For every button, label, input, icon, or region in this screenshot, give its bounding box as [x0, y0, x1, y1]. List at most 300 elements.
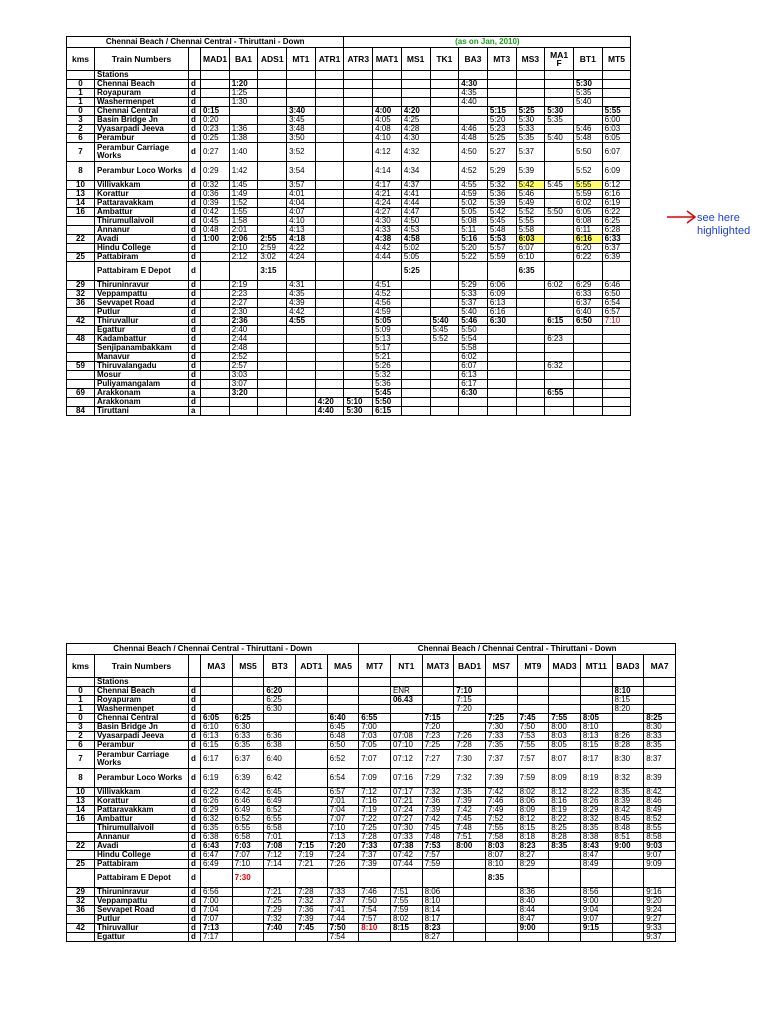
time-cell: 2:55 — [258, 235, 287, 244]
time-cell: 6:40 — [573, 308, 602, 317]
train-number-header: MAD1 — [201, 48, 230, 71]
table-row — [67, 190, 660, 199]
time-cell: 5:52 — [573, 162, 602, 181]
time-cell — [487, 89, 516, 98]
time-cell — [549, 897, 581, 906]
time-cell: 7:45 — [517, 714, 549, 723]
time-cell — [430, 199, 459, 208]
time-cell: 7:54 — [359, 906, 391, 915]
time-cell — [295, 732, 327, 741]
time-cell: 6:13 — [201, 732, 233, 741]
time-cell: 7:28 — [295, 888, 327, 897]
train-number-header: BA1 — [229, 48, 258, 71]
time-cell — [258, 407, 287, 416]
train-number-header: MT1 — [287, 48, 316, 71]
time-cell — [430, 80, 459, 89]
table-row — [67, 687, 676, 696]
time-cell: 6:56 — [201, 888, 233, 897]
time-cell: 5:35 — [545, 116, 574, 125]
time-cell: 9:09 — [644, 860, 676, 869]
time-cell — [344, 80, 373, 89]
time-cell: 6:55 — [232, 824, 264, 833]
time-cell: 7:39 — [454, 797, 486, 806]
table-row — [67, 107, 660, 116]
time-cell — [602, 89, 631, 98]
stations-label: Stations — [95, 71, 189, 80]
time-cell: 8:29 — [517, 860, 549, 869]
time-cell: 7:46 — [485, 797, 517, 806]
time-cell: 8:56 — [580, 888, 612, 897]
time-cell: 8:35 — [549, 842, 581, 851]
empty-cell — [454, 678, 486, 687]
empty-cell — [459, 71, 488, 80]
time-cell — [454, 906, 486, 915]
time-cell: 7:41 — [327, 906, 359, 915]
time-cell: 7:21 — [264, 888, 296, 897]
time-cell — [545, 199, 574, 208]
time-cell: 6:03 — [516, 235, 545, 244]
time-cell — [258, 107, 287, 116]
time-cell: 4:39 — [287, 299, 316, 308]
time-cell: 6:25 — [264, 696, 296, 705]
empty-cell — [67, 678, 95, 687]
time-cell: 8:47 — [580, 851, 612, 860]
time-cell: 4:48 — [459, 134, 488, 143]
km-cell: 25 — [67, 860, 95, 869]
time-cell — [295, 696, 327, 705]
time-cell: 6:22 — [573, 253, 602, 262]
time-cell: 9:04 — [580, 906, 612, 915]
time-cell — [264, 933, 296, 942]
arrival-departure-flag: d — [189, 290, 201, 299]
time-cell — [287, 407, 316, 416]
table-row — [67, 897, 676, 906]
time-cell: 5:40 — [459, 308, 488, 317]
time-cell — [359, 696, 391, 705]
time-cell — [430, 308, 459, 317]
time-cell: 6:20 — [264, 687, 296, 696]
km-cell — [67, 371, 95, 380]
time-cell — [454, 915, 486, 924]
time-cell: 5:02 — [459, 199, 488, 208]
time-cell — [315, 235, 344, 244]
time-cell: 6:37 — [573, 299, 602, 308]
time-cell: 5:50 — [573, 143, 602, 162]
time-cell — [344, 107, 373, 116]
time-cell: 6:55 — [545, 389, 574, 398]
title-row — [67, 644, 676, 655]
time-cell: 7:26 — [454, 732, 486, 741]
time-cell: 5:27 — [487, 143, 516, 162]
station-name: Thirumullaivoil — [95, 217, 189, 226]
time-cell — [287, 98, 316, 107]
time-cell: 7:09 — [359, 769, 391, 788]
time-cell: 8:07 — [485, 851, 517, 860]
time-cell: 7:45 — [454, 815, 486, 824]
time-cell: 8:27 — [517, 851, 549, 860]
time-cell — [201, 362, 230, 371]
time-cell: 5:36 — [487, 190, 516, 199]
time-cell — [612, 933, 644, 942]
arrival-departure-flag: d — [189, 897, 201, 906]
time-cell: 6:28 — [602, 226, 631, 235]
table-row — [67, 162, 660, 181]
time-cell: 8:35 — [485, 869, 517, 888]
train-number-header: MS1 — [401, 48, 430, 71]
time-cell — [459, 116, 488, 125]
time-cell: 2:12 — [229, 253, 258, 262]
station-name: Senjipanambakkam — [95, 344, 189, 353]
table-row — [67, 353, 660, 362]
time-cell: 8:05 — [549, 741, 581, 750]
time-cell: 5:33 — [459, 290, 488, 299]
time-cell — [258, 217, 287, 226]
time-cell — [315, 389, 344, 398]
time-cell: 4:58 — [401, 235, 430, 244]
time-cell: 5:35 — [516, 134, 545, 143]
time-cell: 1:00 — [201, 235, 230, 244]
time-cell — [201, 353, 230, 362]
time-cell — [295, 705, 327, 714]
time-cell — [573, 326, 602, 335]
arrival-departure-flag: d — [189, 824, 201, 833]
time-cell: 8:00 — [549, 723, 581, 732]
time-cell — [487, 344, 516, 353]
station-name: Vyasarpadi Jeeva — [95, 732, 189, 741]
station-name: Perambur Loco Works — [95, 769, 189, 788]
time-cell: 4:52 — [459, 162, 488, 181]
time-cell: 3:54 — [287, 162, 316, 181]
arrival-departure-flag: d — [189, 933, 201, 942]
km-cell — [67, 344, 95, 353]
time-cell: 7:57 — [422, 851, 454, 860]
time-cell: 6:15 — [545, 317, 574, 326]
time-cell — [573, 353, 602, 362]
time-cell: 7:15 — [454, 696, 486, 705]
train-number-header: MA5 — [327, 655, 359, 678]
time-cell: 7:52 — [485, 815, 517, 824]
time-cell — [315, 162, 344, 181]
time-cell — [344, 326, 373, 335]
time-cell — [390, 705, 422, 714]
time-cell: 6:36 — [264, 732, 296, 741]
km-cell: 0 — [67, 107, 95, 116]
time-cell — [201, 371, 230, 380]
time-cell: 7:13 — [327, 833, 359, 842]
time-cell — [573, 116, 602, 125]
station-name: Royapuram — [95, 696, 189, 705]
time-cell: 8:07 — [549, 750, 581, 769]
time-cell — [430, 98, 459, 107]
time-cell — [315, 335, 344, 344]
time-cell: 7:48 — [422, 833, 454, 842]
time-cell — [390, 869, 422, 888]
time-cell — [487, 335, 516, 344]
arrival-departure-flag: d — [189, 723, 201, 732]
km-cell — [67, 353, 95, 362]
time-cell: 6:49 — [264, 797, 296, 806]
train-number-header: ATR1 — [315, 48, 344, 71]
time-cell: 6:07 — [516, 244, 545, 253]
time-cell: 7:39 — [359, 860, 391, 869]
table-row — [67, 217, 660, 226]
time-cell: 4:59 — [459, 190, 488, 199]
arrival-departure-flag: d — [189, 732, 201, 741]
time-cell — [401, 380, 430, 389]
time-cell: 6:57 — [602, 308, 631, 317]
time-cell — [201, 98, 230, 107]
time-cell — [315, 226, 344, 235]
time-cell: 8:30 — [644, 723, 676, 732]
time-cell — [580, 705, 612, 714]
time-cell: 7:20 — [454, 705, 486, 714]
train-number-header: ADS1 — [258, 48, 287, 71]
time-cell: 5:17 — [373, 344, 402, 353]
time-cell: 2:19 — [229, 281, 258, 290]
time-cell: 5:52 — [516, 208, 545, 217]
time-cell — [295, 933, 327, 942]
time-cell — [315, 308, 344, 317]
table-row — [67, 824, 676, 833]
time-cell — [516, 299, 545, 308]
time-cell: 4:32 — [401, 143, 430, 162]
time-cell — [485, 933, 517, 942]
time-cell: 7:25 — [264, 897, 296, 906]
station-name: Washermenpet — [95, 98, 189, 107]
time-cell — [516, 380, 545, 389]
time-cell: 8:06 — [422, 888, 454, 897]
time-cell — [390, 723, 422, 732]
time-cell — [430, 344, 459, 353]
time-cell — [264, 723, 296, 732]
time-cell: 7:50 — [517, 723, 549, 732]
time-cell — [315, 253, 344, 262]
km-cell: 1 — [67, 696, 95, 705]
time-cell: 2:36 — [229, 317, 258, 326]
time-cell: 6:35 — [201, 824, 233, 833]
arrival-departure-flag: d — [189, 750, 201, 769]
time-cell — [315, 98, 344, 107]
time-cell — [487, 389, 516, 398]
time-cell: 6:50 — [602, 290, 631, 299]
km-cell: 8 — [67, 162, 95, 181]
time-cell — [315, 181, 344, 190]
time-cell — [573, 389, 602, 398]
time-cell — [258, 134, 287, 143]
time-cell: 6:19 — [602, 199, 631, 208]
time-cell: 6:40 — [264, 750, 296, 769]
time-cell: 7:37 — [359, 851, 391, 860]
station-name: Manavur — [95, 353, 189, 362]
table-row — [67, 407, 660, 416]
empty-cell — [517, 678, 549, 687]
time-cell — [232, 906, 264, 915]
km-cell: 29 — [67, 888, 95, 897]
time-cell: 5:30 — [344, 407, 373, 416]
time-cell — [487, 380, 516, 389]
table-row — [67, 281, 660, 290]
time-cell: 7:07 — [201, 915, 233, 924]
time-cell: 5:33 — [516, 125, 545, 134]
time-cell: 8:39 — [612, 797, 644, 806]
arrival-departure-flag: d — [189, 262, 201, 281]
time-cell — [258, 125, 287, 134]
time-cell — [344, 208, 373, 217]
time-cell: 6:32 — [201, 815, 233, 824]
time-cell: 8:58 — [644, 833, 676, 842]
station-name: Kadambattur — [95, 335, 189, 344]
empty-cell — [422, 678, 454, 687]
time-cell — [344, 125, 373, 134]
time-cell: 8:46 — [644, 797, 676, 806]
station-name: Hindu College — [95, 851, 189, 860]
empty-cell — [189, 678, 201, 687]
time-cell: 5:57 — [487, 244, 516, 253]
time-cell: 8:33 — [644, 732, 676, 741]
table-row — [67, 714, 676, 723]
km-cell: 2 — [67, 732, 95, 741]
time-cell — [454, 924, 486, 933]
time-cell — [201, 869, 233, 888]
time-cell — [315, 199, 344, 208]
table-title-left: Chennai Beach / Chennai Central - Thiruttani - Down — [67, 644, 359, 655]
time-cell — [229, 398, 258, 407]
table-row — [67, 116, 660, 125]
time-cell — [315, 317, 344, 326]
time-cell: 4:10 — [287, 217, 316, 226]
time-cell — [315, 116, 344, 125]
time-cell — [602, 398, 631, 407]
table-row — [67, 226, 660, 235]
time-cell: 6:49 — [232, 806, 264, 815]
ad-header — [189, 655, 201, 678]
table-row — [67, 98, 660, 107]
time-cell — [459, 398, 488, 407]
time-cell — [644, 687, 676, 696]
time-cell: 0:15 — [201, 107, 230, 116]
time-cell: 5:25 — [487, 134, 516, 143]
train-number-header: MA7 — [644, 655, 676, 678]
time-cell — [517, 869, 549, 888]
time-cell — [516, 398, 545, 407]
empty-cell — [295, 678, 327, 687]
time-cell: 8:15 — [612, 696, 644, 705]
km-cell: 14 — [67, 806, 95, 815]
time-cell: 8:02 — [517, 788, 549, 797]
time-cell — [287, 362, 316, 371]
time-cell: 7:25 — [422, 741, 454, 750]
time-cell: 8:36 — [517, 888, 549, 897]
time-cell — [258, 208, 287, 217]
km-cell: 42 — [67, 317, 95, 326]
time-cell: 4:08 — [373, 125, 402, 134]
time-cell — [344, 253, 373, 262]
station-name: Tiruttani — [95, 407, 189, 416]
time-cell — [545, 308, 574, 317]
table-row — [67, 371, 660, 380]
time-cell: 9:15 — [580, 924, 612, 933]
time-cell: 4:42 — [373, 244, 402, 253]
time-cell: 5:02 — [401, 244, 430, 253]
time-cell: 5:15 — [487, 107, 516, 116]
time-cell — [232, 888, 264, 897]
table-row — [67, 723, 676, 732]
table-row — [67, 134, 660, 143]
time-cell: 1:30 — [229, 98, 258, 107]
time-cell: 3:50 — [287, 134, 316, 143]
time-cell: 6:35 — [232, 741, 264, 750]
time-cell — [315, 353, 344, 362]
station-name: Putlur — [95, 915, 189, 924]
station-name: Pattabiram — [95, 860, 189, 869]
time-cell: 6:07 — [459, 362, 488, 371]
kms-header: kms — [67, 655, 95, 678]
time-cell — [549, 705, 581, 714]
train-number-header: ADT1 — [295, 655, 327, 678]
arrival-departure-flag: d — [189, 888, 201, 897]
time-cell: 6:52 — [264, 806, 296, 815]
time-cell — [295, 815, 327, 824]
time-cell: 8:42 — [612, 806, 644, 815]
time-cell: 6:58 — [264, 824, 296, 833]
time-cell: 2:30 — [229, 308, 258, 317]
arrival-departure-flag: d — [189, 335, 201, 344]
time-cell: 3:40 — [287, 107, 316, 116]
time-cell: 7:14 — [264, 860, 296, 869]
time-cell: 5:52 — [430, 335, 459, 344]
time-cell — [264, 869, 296, 888]
table-row — [67, 308, 660, 317]
time-cell: 6:50 — [327, 741, 359, 750]
time-cell: 9:27 — [644, 915, 676, 924]
time-cell: 6:37 — [232, 750, 264, 769]
time-cell — [430, 226, 459, 235]
time-cell: 6:45 — [264, 788, 296, 797]
station-name: Veppampattu — [95, 290, 189, 299]
station-name: Perambur Carriage Works — [95, 143, 189, 162]
time-cell: 1:40 — [229, 143, 258, 162]
time-cell — [201, 696, 233, 705]
time-cell: 7:07 — [359, 750, 391, 769]
time-cell: 8:13 — [580, 732, 612, 741]
km-cell — [67, 824, 95, 833]
time-cell — [459, 262, 488, 281]
time-cell — [258, 290, 287, 299]
time-cell: 2:27 — [229, 299, 258, 308]
km-cell: 1 — [67, 705, 95, 714]
time-cell — [315, 134, 344, 143]
time-cell: 8:52 — [644, 815, 676, 824]
table-row — [67, 888, 676, 897]
arrival-departure-flag: d — [189, 308, 201, 317]
table-row — [67, 842, 676, 851]
empty-cell — [549, 678, 581, 687]
station-name: Sevvapet Road — [95, 299, 189, 308]
arrival-departure-flag: d — [189, 696, 201, 705]
km-cell: 1 — [67, 98, 95, 107]
station-name: Washermenpet — [95, 705, 189, 714]
time-cell: 8:49 — [644, 806, 676, 815]
km-cell: 84 — [67, 407, 95, 416]
time-cell: 1:58 — [229, 217, 258, 226]
station-name: Thiruvallur — [95, 924, 189, 933]
time-cell — [401, 299, 430, 308]
time-cell: 8:26 — [612, 732, 644, 741]
time-cell: 8:19 — [580, 769, 612, 788]
train-number-header: MT5 — [602, 48, 631, 71]
time-cell: 8:12 — [549, 788, 581, 797]
time-cell: 9:07 — [644, 851, 676, 860]
